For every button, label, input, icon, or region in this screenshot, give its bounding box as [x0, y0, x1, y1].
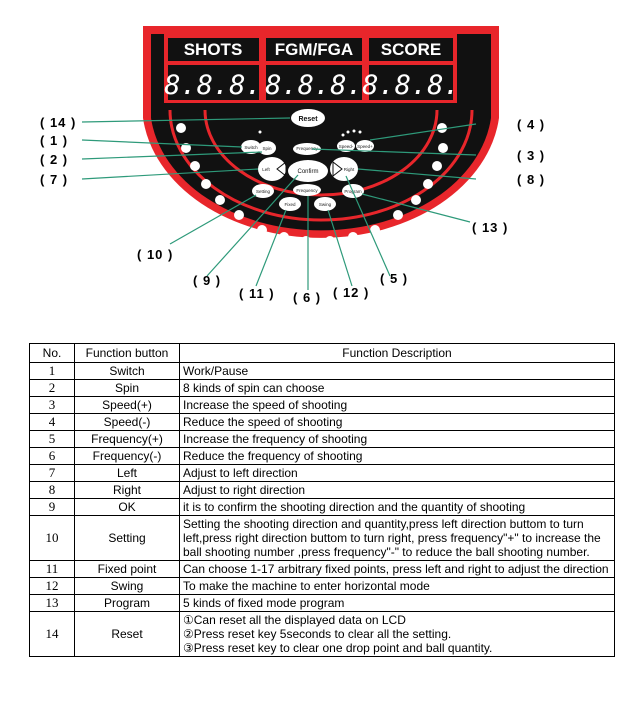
row-function-button: Right — [75, 482, 180, 499]
row-function-description — [180, 595, 615, 612]
callout-9: ( 9 ) — [193, 273, 222, 288]
row-number: 5 — [30, 431, 75, 448]
row-function-description — [180, 482, 615, 499]
row-function-button: Spin — [75, 380, 180, 397]
left-button[interactable] — [258, 157, 286, 181]
display-value-fgm-fga: 8.8.8. — [265, 70, 363, 101]
display-header-shots: SHOTS — [183, 40, 243, 59]
description-line: Increase the frequency of shooting — [183, 432, 368, 446]
row-number: 4 — [30, 414, 75, 431]
spin-button-label: Spin — [262, 146, 272, 151]
row-number: 10 — [30, 516, 75, 561]
row-function-button: Program — [75, 595, 180, 612]
row-number: 12 — [30, 578, 75, 595]
table-row — [30, 516, 615, 561]
row-number: 13 — [30, 595, 75, 612]
spin-indicator-dot — [259, 131, 262, 134]
table-header-row — [30, 344, 615, 363]
table-row — [30, 363, 615, 380]
frequency-minus-button[interactable] — [293, 184, 321, 196]
row-function-description — [180, 499, 615, 516]
display-fgm-fga — [262, 33, 366, 103]
table-row — [30, 431, 615, 448]
description-line: To make the machine to enter horizontal mode — [183, 579, 430, 593]
row-function-button: Frequency(-) — [75, 448, 180, 465]
right-button-label: Right — [343, 167, 355, 172]
description-line: Adjust to left direction — [183, 466, 298, 480]
row-function-button: Setting — [75, 516, 180, 561]
row-number: 2 — [30, 380, 75, 397]
display-header-fgm-fga: FGM/FGA — [274, 40, 354, 59]
display-shots — [164, 33, 263, 103]
header-function-description: Function Description — [180, 344, 615, 363]
display-header-score: SCORE — [380, 40, 442, 59]
program-button-label: Program — [344, 189, 362, 194]
row-function-description — [180, 448, 615, 465]
swing-button-label: Swing — [318, 202, 332, 207]
row-function-button: Fixed point — [75, 561, 180, 578]
row-number: 9 — [30, 499, 75, 516]
row-function-description — [180, 414, 615, 431]
header-function-button: Function button — [75, 344, 180, 363]
description-line: Work/Pause — [183, 364, 249, 378]
callout-1: ( 1 ) — [40, 133, 69, 148]
callout-8: ( 8 ) — [517, 172, 546, 187]
description-line: ③Press reset key to clear one drop point and ball quantity. — [183, 641, 493, 655]
callout-10: ( 10 ) — [137, 247, 174, 262]
description-line: Adjust to right direction — [183, 483, 306, 497]
row-number: 6 — [30, 448, 75, 465]
speed-minus-button-label: Speed- — [338, 144, 354, 149]
row-function-button: OK — [75, 499, 180, 516]
row-function-description — [180, 516, 615, 561]
fixed-point-button-label: Fixed — [284, 202, 296, 207]
row-function-button: Swing — [75, 578, 180, 595]
table-row — [30, 465, 615, 482]
reset-button-label: Reset — [298, 116, 318, 123]
callout-6: ( 6 ) — [293, 290, 322, 305]
row-function-description — [180, 431, 615, 448]
callout-2: ( 2 ) — [40, 152, 69, 167]
row-function-button: Speed(-) — [75, 414, 180, 431]
callout-14: ( 14 ) — [40, 115, 77, 130]
table-row — [30, 595, 615, 612]
control-panel-diagram — [0, 0, 641, 330]
row-function-button: Left — [75, 465, 180, 482]
row-function-description — [180, 465, 615, 482]
row-function-description — [180, 561, 615, 578]
description-line: ①Can reset all the displayed data on LCD — [183, 613, 406, 627]
right-button[interactable] — [330, 157, 358, 181]
callout-5: ( 5 ) — [380, 271, 409, 286]
table-row — [30, 380, 615, 397]
left-button-label: Left — [262, 167, 270, 172]
frequency-minus-button-label: Frequency — [296, 188, 318, 193]
reset-button[interactable] — [291, 109, 325, 127]
row-number: 3 — [30, 397, 75, 414]
callout-4: ( 4 ) — [517, 117, 546, 132]
row-function-description — [180, 578, 615, 595]
description-line: 8 kinds of spin can choose — [183, 381, 325, 395]
display-score — [362, 33, 460, 103]
description-line: Can choose 1-17 arbitrary fixed points, press left and right to adjust the direction — [183, 562, 609, 576]
row-function-description — [180, 612, 615, 657]
table-row — [30, 414, 615, 431]
row-number: 8 — [30, 482, 75, 499]
switch-button-label: Switch — [244, 145, 258, 150]
row-function-description — [180, 397, 615, 414]
swing-button[interactable] — [314, 197, 336, 211]
table-row — [30, 561, 615, 578]
callout-3: ( 3 ) — [517, 148, 546, 163]
setting-button-label: Setting — [255, 189, 271, 194]
description-line: Reduce the speed of shooting — [183, 415, 343, 429]
callout-11: ( 11 ) — [239, 286, 275, 301]
row-number: 7 — [30, 465, 75, 482]
row-function-button: Frequency(+) — [75, 431, 180, 448]
table-row — [30, 612, 615, 657]
row-number: 1 — [30, 363, 75, 380]
table-row — [30, 499, 615, 516]
description-line: 5 kinds of fixed mode program — [183, 596, 345, 610]
frequency-plus-button-label: Frequency — [296, 146, 318, 151]
row-number: 14 — [30, 612, 75, 657]
row-number: 11 — [30, 561, 75, 578]
row-function-description — [180, 363, 615, 380]
table-row — [30, 448, 615, 465]
header-no: No. — [30, 344, 75, 363]
callout-7: ( 7 ) — [40, 172, 69, 187]
function-table — [29, 343, 615, 657]
confirm-button-label: Confirm — [297, 169, 319, 175]
display-value-shots: 8.8.8. — [164, 70, 262, 101]
callout-13: ( 13 ) — [472, 220, 509, 235]
spin-button[interactable] — [258, 141, 276, 155]
table-row — [30, 397, 615, 414]
display-value-score: 8.8.8. — [362, 70, 460, 101]
fixed-point-button[interactable] — [279, 197, 301, 211]
row-function-button: Reset — [75, 612, 180, 657]
row-function-description — [180, 380, 615, 397]
function-table-body — [30, 363, 615, 657]
description-line: Increase the speed of shooting — [183, 398, 348, 412]
row-function-button: Speed(+) — [75, 397, 180, 414]
callout-12: ( 12 ) — [333, 285, 370, 300]
description-line: Reduce the frequency of shooting — [183, 449, 363, 463]
row-function-button: Switch — [75, 363, 180, 380]
speed-plus-button-label: Speed+ — [357, 144, 373, 149]
description-line: Setting the shooting direction and quantity,press left direction buttom to turn left,press right direction buttom to turn right, press frequency"+" to increase the ball shooting number ,press frequency"-" to reduce the ball shooting number. — [183, 517, 601, 559]
table-row — [30, 578, 615, 595]
description-line: ②Press reset key 5seconds to clear all the setting. — [183, 627, 452, 641]
description-line: it is to confirm the shooting direction and the quantity of shooting — [183, 500, 526, 514]
table-row — [30, 482, 615, 499]
